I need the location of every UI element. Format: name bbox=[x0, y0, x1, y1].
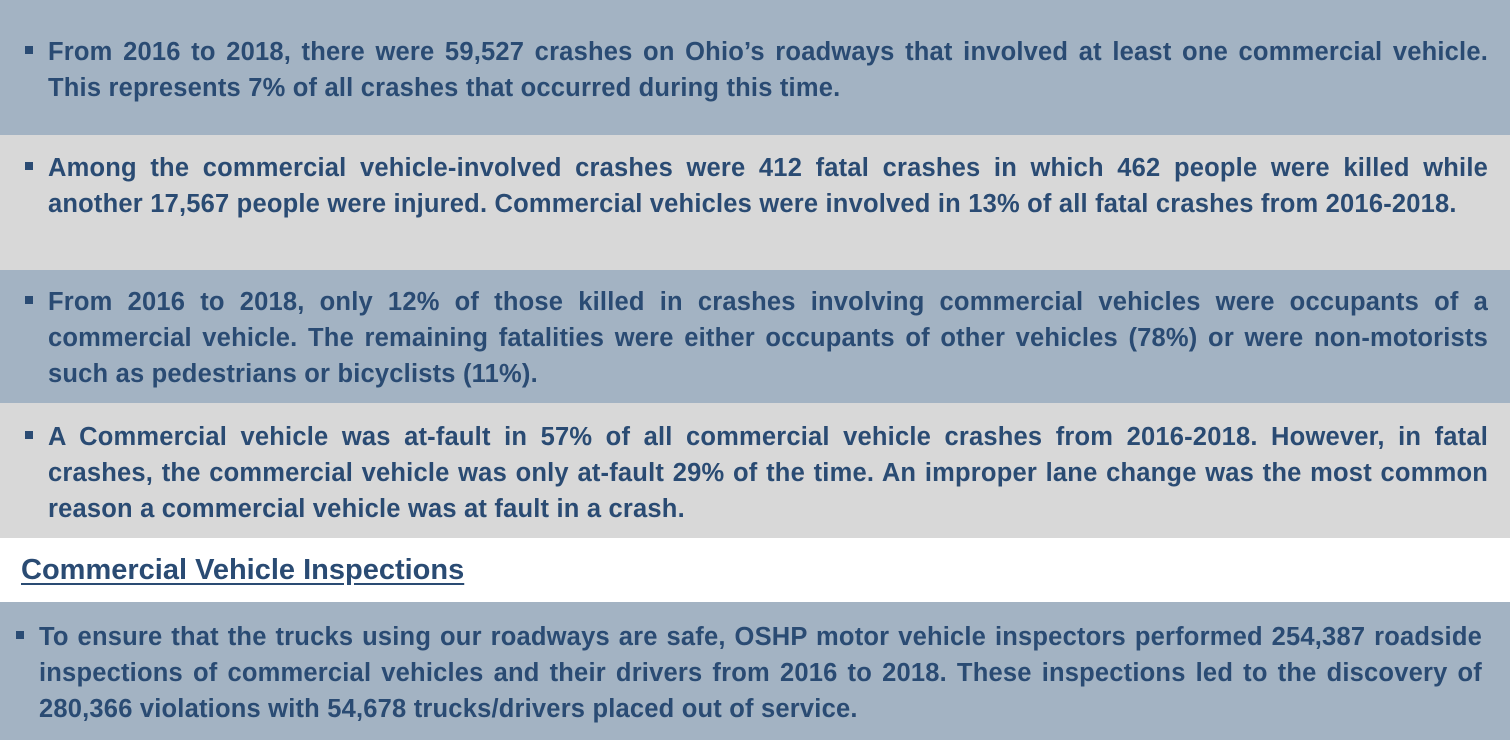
bullet-icon bbox=[25, 296, 33, 304]
fact-text-1: From 2016 to 2018, there were 59,527 crashes on Ohio’s roadways that involved at least one commercial vehicle. This represents 7% of all crashes that occurred during this time. bbox=[48, 38, 1488, 102]
bullet-icon bbox=[25, 46, 33, 54]
fact-panel-4 bbox=[0, 403, 1510, 538]
fact-text-3: From 2016 to 2018, only 12% of those killed in crashes involving commercial vehicles were occupants of a commercial vehicle. The remaining fatalities were either occupants of other vehicles (78%) or were non-motorists such as pedestrians or bicyclists (11%). bbox=[48, 288, 1488, 388]
fact-text-2: Among the commercial vehicle-involved crashes were 412 fatal crashes in which 462 people were killed while another 17,567 people were injured. Commercial vehicles were involved in 13% of all fatal crashes from 2016-2018. bbox=[48, 154, 1488, 218]
section-heading: Commercial Vehicle Inspections bbox=[21, 554, 465, 586]
inspection-text: To ensure that the trucks using our roadways are safe, OSHP motor vehicle inspectors performed 254,387 roadside inspections of commercial vehicles and their drivers from 2016 to 2018. These inspections led to the discovery of 280,366 violations with 54,678 trucks/drivers placed out of service. bbox=[39, 623, 1482, 723]
bullet-icon bbox=[25, 162, 33, 170]
fact-panel-3 bbox=[0, 270, 1510, 403]
fact-text-4: A Commercial vehicle was at-fault in 57% of all commercial vehicle crashes from 2016-2018. However, in fatal crashes, the commercial vehicle was only at-fault 29% of the time. An improper lane change was the most common reason a commercial vehicle was at fault in a crash. bbox=[48, 423, 1488, 523]
inspection-panel bbox=[0, 602, 1510, 740]
fact-panel-2 bbox=[0, 135, 1510, 270]
bullet-icon bbox=[25, 431, 33, 439]
fact-panel-1 bbox=[0, 0, 1510, 135]
bullet-icon bbox=[16, 631, 24, 639]
